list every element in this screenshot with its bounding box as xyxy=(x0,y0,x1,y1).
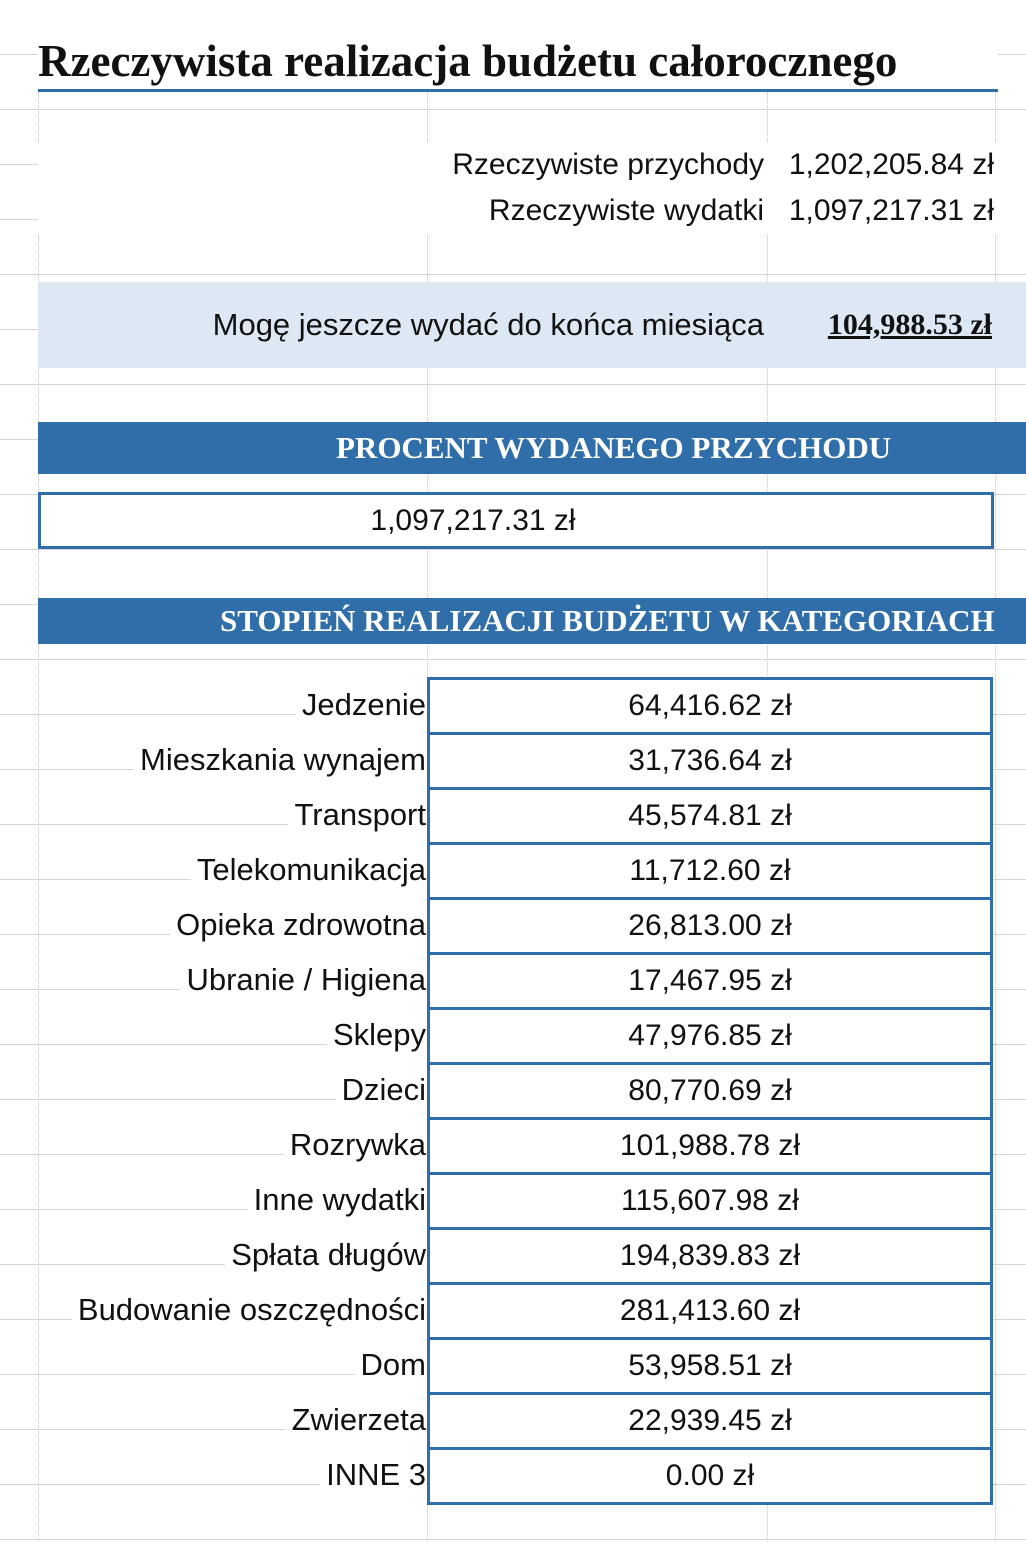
category-label: Inne wydatki xyxy=(248,1172,426,1227)
remaining-value[interactable]: 104,988.53 zł xyxy=(827,308,992,341)
income-label: Rzeczywiste przychody xyxy=(452,148,764,181)
percent-section-header: PROCENT WYDANEGO PRZYCHODU xyxy=(38,422,1026,474)
income-value[interactable]: 1,202,205.84 zł xyxy=(788,148,994,181)
table-row xyxy=(0,732,1026,787)
category-value-cell[interactable]: 22,939.45 zł xyxy=(427,1392,993,1447)
category-label: Spłata długów xyxy=(225,1227,426,1282)
income-row xyxy=(38,142,1026,188)
categories-section-header: STOPIEŃ REALIZACJI BUDŻETU W KATEGORIACH xyxy=(38,598,1026,644)
category-value-cell[interactable]: 53,958.51 zł xyxy=(427,1337,993,1392)
category-label: Budowanie oszczędności xyxy=(72,1282,426,1337)
table-row xyxy=(0,1392,1026,1447)
table-row xyxy=(0,1282,1026,1337)
category-label: Dzieci xyxy=(336,1062,426,1117)
percent-spent-value[interactable]: 1,097,217.31 zł xyxy=(38,492,994,549)
category-value-cell[interactable]: 26,813.00 zł xyxy=(427,897,993,952)
category-value-cell[interactable]: 115,607.98 zł xyxy=(427,1172,993,1227)
expenses-row xyxy=(38,188,1026,234)
category-label: Transport xyxy=(288,787,426,842)
table-row xyxy=(0,787,1026,842)
category-label: Rozrywka xyxy=(284,1117,426,1172)
category-label: Mieszkania wynajem xyxy=(134,732,426,787)
table-row xyxy=(0,1117,1026,1172)
category-label: Zwierzeta xyxy=(286,1392,426,1447)
expenses-value[interactable]: 1,097,217.31 zł xyxy=(788,194,994,227)
category-value-cell[interactable]: 64,416.62 zł xyxy=(427,677,993,732)
table-row xyxy=(0,1227,1026,1282)
category-value-cell[interactable]: 47,976.85 zł xyxy=(427,1007,993,1062)
category-label: INNE 3 xyxy=(320,1447,426,1502)
table-row xyxy=(0,897,1026,952)
category-label: Opieka zdrowotna xyxy=(170,897,426,952)
table-row xyxy=(0,677,1026,732)
category-label: Jedzenie xyxy=(296,677,426,732)
remaining-budget-row xyxy=(38,282,1026,368)
table-row xyxy=(0,1337,1026,1392)
table-row xyxy=(0,1172,1026,1227)
category-value-cell[interactable]: 80,770.69 zł xyxy=(427,1062,993,1117)
category-label: Ubranie / Higiena xyxy=(180,952,426,1007)
category-value-cell[interactable]: 194,839.83 zł xyxy=(427,1227,993,1282)
category-value-cell[interactable]: 11,712.60 zł xyxy=(427,842,993,897)
table-row xyxy=(0,1062,1026,1117)
table-row xyxy=(0,1447,1026,1502)
remaining-label: Mogę jeszcze wydać do końca miesiąca xyxy=(212,307,764,342)
table-row xyxy=(0,1007,1026,1062)
category-label: Dom xyxy=(355,1337,426,1392)
category-value-cell[interactable]: 281,413.60 zł xyxy=(427,1282,993,1337)
category-value-cell[interactable]: 45,574.81 zł xyxy=(427,787,993,842)
category-value-cell[interactable]: 31,736.64 zł xyxy=(427,732,993,787)
categories-table xyxy=(0,677,1026,1502)
category-label: Telekomunikacja xyxy=(191,842,426,897)
expenses-label: Rzeczywiste wydatki xyxy=(488,194,764,227)
table-row xyxy=(0,842,1026,897)
table-row xyxy=(0,952,1026,1007)
category-value-cell[interactable]: 17,467.95 zł xyxy=(427,952,993,1007)
sheet-title: Rzeczywista realizacja budżetu całorocznego xyxy=(38,30,998,92)
category-value-cell[interactable]: 0.00 zł xyxy=(427,1447,993,1505)
category-value-cell[interactable]: 101,988.78 zł xyxy=(427,1117,993,1172)
category-label: Sklepy xyxy=(327,1007,426,1062)
